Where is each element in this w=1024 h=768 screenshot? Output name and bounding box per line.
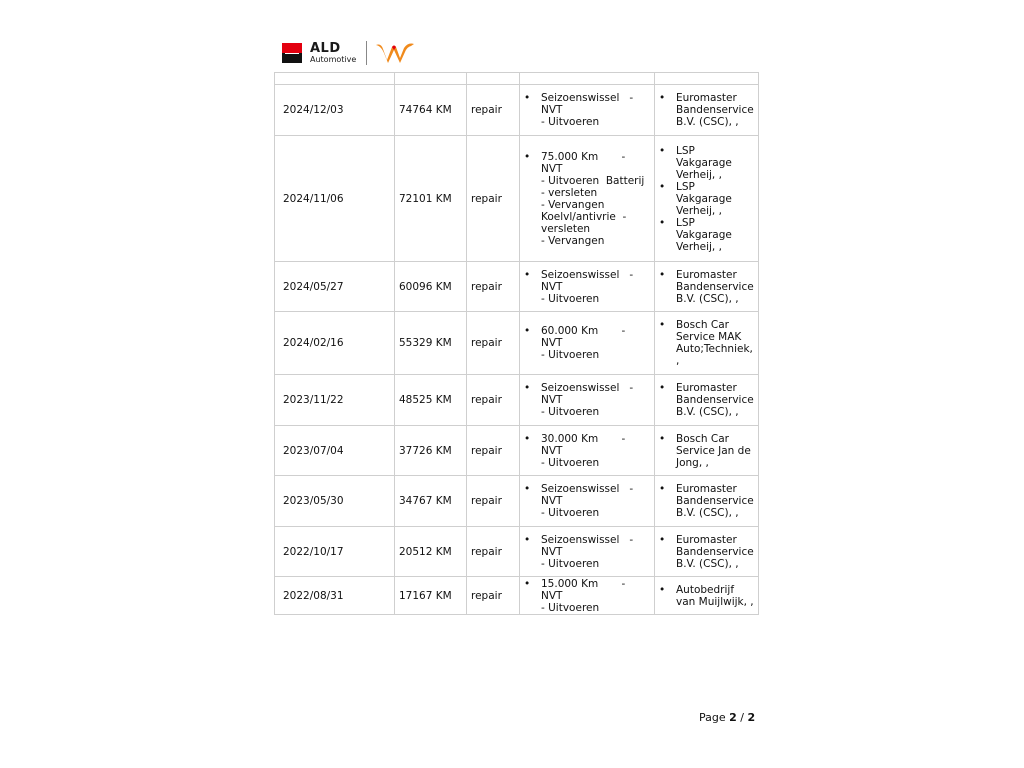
- supplier-cell: [655, 85, 759, 136]
- description-list: [524, 578, 650, 614]
- description-list: [524, 325, 650, 361]
- type-cell: repair: [467, 136, 520, 262]
- mileage-cell: 17167 KM: [395, 577, 467, 615]
- description-list: [524, 483, 650, 519]
- description-line: versleten: [541, 222, 591, 235]
- description-line: NVT: [541, 280, 563, 293]
- supplier-line: van Muijlwijk, ,: [676, 595, 754, 608]
- supplier-item: [659, 217, 754, 253]
- supplier-cell: [655, 136, 759, 262]
- table-row: [275, 476, 759, 527]
- supplier-line: • Bosch Car: [676, 319, 729, 331]
- description-cell: [520, 577, 655, 615]
- supplier-item: [659, 433, 754, 469]
- description-line: • 75.000 Km -: [541, 150, 626, 163]
- supplier-line: B.V. (CSC), ,: [676, 406, 739, 418]
- supplier-list: [659, 483, 754, 519]
- description-cell: [520, 527, 655, 577]
- description-line: NVT: [541, 589, 563, 602]
- description-list: [524, 382, 650, 418]
- supplier-line: Vakgarage: [676, 156, 732, 169]
- supplier-list: [659, 433, 754, 469]
- date-cell: 2022/08/31: [275, 577, 395, 615]
- supplier-list: [659, 92, 754, 128]
- supplier-item: [659, 382, 754, 418]
- description-cell: [520, 375, 655, 426]
- description-line: - versleten: [541, 186, 598, 199]
- description-line: • 30.000 Km -: [541, 432, 626, 445]
- mileage-cell: 60096 KM: [395, 262, 467, 312]
- description-list: [524, 269, 650, 305]
- mileage-cell: 20512 KM: [395, 527, 467, 577]
- brand-name: ALD: [310, 41, 341, 56]
- supplier-item: [659, 269, 754, 305]
- supplier-line: Service Jan de: [676, 444, 751, 457]
- description-line: • 60.000 Km -: [541, 325, 626, 337]
- partner-w-logo-icon: [375, 41, 415, 65]
- description-item: [524, 325, 650, 361]
- supplier-cell: [655, 577, 759, 615]
- supplier-line: • LSP: [676, 180, 695, 193]
- type-cell: repair: [467, 375, 520, 426]
- description-line: - Uitvoeren: [541, 601, 600, 614]
- description-line: • Seizoenswissel -: [541, 533, 634, 546]
- date-cell: 2023/11/22: [275, 375, 395, 426]
- type-cell: repair: [467, 577, 520, 615]
- supplier-item: [659, 145, 754, 181]
- description-list: [524, 92, 650, 128]
- supplier-item: [659, 483, 754, 519]
- page-prefix: Page: [699, 711, 726, 724]
- supplier-list: [659, 584, 754, 608]
- table-row: [275, 136, 759, 262]
- description-line: - Uitvoeren: [541, 406, 600, 418]
- supplier-line: • LSP: [676, 216, 695, 229]
- supplier-line: Verheij, ,: [676, 204, 722, 217]
- description-line: - Uitvoeren: [541, 557, 600, 570]
- supplier-list: [659, 319, 754, 367]
- page-separator: /: [740, 711, 745, 724]
- description-line: NVT: [541, 545, 563, 558]
- supplier-item: [659, 181, 754, 217]
- supplier-list: [659, 145, 754, 253]
- page-total: 2: [747, 711, 756, 724]
- description-item: [524, 433, 650, 469]
- supplier-cell: [655, 312, 759, 375]
- description-line: • Seizoenswissel -: [541, 382, 634, 394]
- description-cell: [520, 312, 655, 375]
- mileage-cell: 72101 KM: [395, 136, 467, 262]
- type-cell: repair: [467, 85, 520, 136]
- supplier-list: [659, 269, 754, 305]
- supplier-line: • Euromaster: [676, 268, 737, 281]
- supplier-line: Verheij, ,: [676, 168, 722, 181]
- mileage-cell: 34767 KM: [395, 476, 467, 527]
- description-cell: [520, 262, 655, 312]
- date-cell: 2023/05/30: [275, 476, 395, 527]
- description-line: - Uitvoeren: [541, 456, 600, 469]
- maintenance-history-table: [274, 72, 759, 615]
- description-item: [524, 578, 650, 614]
- description-line: • Seizoenswissel -: [541, 268, 634, 281]
- description-line: - Uitvoeren: [541, 116, 600, 128]
- supplier-line: • Euromaster: [676, 483, 737, 495]
- date-cell: 2023/07/04: [275, 426, 395, 476]
- description-cell: [520, 426, 655, 476]
- supplier-line: B.V. (CSC), ,: [676, 116, 739, 128]
- description-line: - Uitvoeren: [541, 292, 600, 305]
- supplier-line: B.V. (CSC), ,: [676, 292, 739, 305]
- type-cell: repair: [467, 312, 520, 375]
- description-list: [524, 151, 650, 247]
- supplier-line: • Autobedrijf: [676, 583, 735, 596]
- description-line: NVT: [541, 394, 563, 406]
- supplier-line: • LSP: [676, 144, 695, 157]
- description-line: - Uitvoeren: [541, 507, 600, 519]
- mileage-cell: 37726 KM: [395, 426, 467, 476]
- supplier-list: [659, 534, 754, 570]
- description-line: - Vervangen: [541, 198, 605, 211]
- table-row: [275, 426, 759, 476]
- description-line: • 15.000 Km -: [541, 577, 626, 590]
- type-cell: repair: [467, 426, 520, 476]
- supplier-line: Service MAK: [676, 331, 742, 343]
- table-row: [275, 375, 759, 426]
- description-cell: [520, 476, 655, 527]
- mileage-cell: 48525 KM: [395, 375, 467, 426]
- type-cell: repair: [467, 527, 520, 577]
- description-line: NVT: [541, 104, 563, 116]
- type-cell: repair: [467, 476, 520, 527]
- supplier-line: Bandenservice: [676, 545, 754, 558]
- description-line: NVT: [541, 337, 563, 349]
- ald-logo-mark: [282, 43, 302, 63]
- description-item: [524, 151, 650, 247]
- description-line: - Uitvoeren Batterij: [541, 174, 645, 187]
- description-line: NVT: [541, 444, 563, 457]
- description-item: [524, 92, 650, 128]
- supplier-cell: [655, 527, 759, 577]
- supplier-item: [659, 319, 754, 367]
- supplier-list: [659, 382, 754, 418]
- header-logos: [282, 40, 415, 66]
- supplier-line: Vakgarage: [676, 192, 732, 205]
- supplier-line: • Euromaster: [676, 533, 737, 546]
- supplier-line: B.V. (CSC), ,: [676, 557, 739, 570]
- supplier-line: B.V. (CSC), ,: [676, 507, 739, 519]
- supplier-line: ,: [676, 355, 680, 367]
- description-line: - Vervangen: [541, 234, 605, 247]
- supplier-item: [659, 534, 754, 570]
- mileage-cell: 74764 KM: [395, 85, 467, 136]
- table-row: [275, 262, 759, 312]
- supplier-cell: [655, 262, 759, 312]
- supplier-line: Vakgarage: [676, 228, 732, 241]
- description-line: • Seizoenswissel -: [541, 483, 634, 495]
- supplier-line: • Euromaster: [676, 92, 737, 104]
- description-cell: [520, 136, 655, 262]
- supplier-line: Auto;Techniek,: [676, 343, 753, 355]
- description-item: [524, 269, 650, 305]
- description-item: [524, 483, 650, 519]
- supplier-line: Jong, ,: [676, 456, 709, 469]
- supplier-line: Bandenservice: [676, 495, 754, 507]
- description-item: [524, 382, 650, 418]
- date-cell: 2024/02/16: [275, 312, 395, 375]
- date-cell: 2024/11/06: [275, 136, 395, 262]
- supplier-line: • Bosch Car: [676, 432, 729, 445]
- date-cell: 2024/05/27: [275, 262, 395, 312]
- type-cell: repair: [467, 262, 520, 312]
- description-line: - Uitvoeren: [541, 349, 600, 361]
- page-number: [699, 711, 755, 724]
- table-row: [275, 527, 759, 577]
- supplier-line: Bandenservice: [676, 280, 754, 293]
- supplier-cell: [655, 426, 759, 476]
- table-row: [275, 312, 759, 375]
- supplier-item: [659, 584, 754, 608]
- date-cell: 2022/10/17: [275, 527, 395, 577]
- supplier-line: Verheij, ,: [676, 240, 722, 253]
- ald-logo-text: [310, 42, 356, 64]
- table-row: [275, 577, 759, 615]
- supplier-cell: [655, 375, 759, 426]
- date-cell: 2024/12/03: [275, 85, 395, 136]
- description-cell: [520, 85, 655, 136]
- description-item: [524, 534, 650, 570]
- supplier-item: [659, 92, 754, 128]
- description-line: • Seizoenswissel -: [541, 92, 634, 104]
- table-row: [275, 85, 759, 136]
- supplier-line: Bandenservice: [676, 394, 754, 406]
- mileage-cell: 55329 KM: [395, 312, 467, 375]
- description-list: [524, 534, 650, 570]
- page-current: 2: [729, 711, 737, 724]
- description-list: [524, 433, 650, 469]
- description-line: NVT: [541, 162, 563, 175]
- logo-divider: [366, 41, 367, 65]
- supplier-cell: [655, 476, 759, 527]
- description-line: Koelvl/antivrie -: [541, 210, 627, 223]
- brand-subtitle: Automotive: [310, 55, 357, 64]
- supplier-line: Bandenservice: [676, 104, 754, 116]
- description-line: NVT: [541, 495, 563, 507]
- table-header-row: [275, 73, 759, 85]
- supplier-line: • Euromaster: [676, 382, 737, 394]
